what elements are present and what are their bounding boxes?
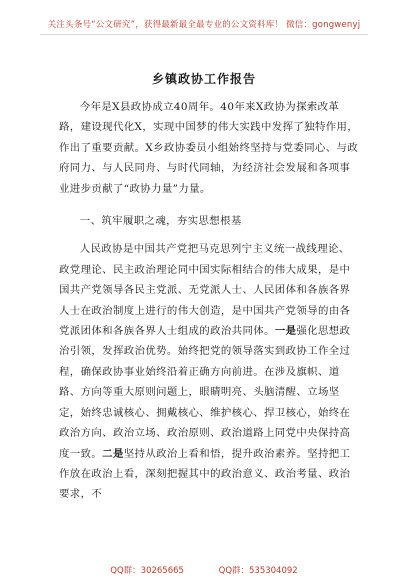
point-two-lead: 二是 — [102, 447, 124, 460]
point-one-lead: 一是 — [274, 325, 297, 338]
footer-qq-group-1: QQ群：30265665 — [110, 566, 184, 576]
document-title: 乡镇政协工作报告 — [151, 72, 256, 86]
point-one-text: 强化思想政治引领，发挥政治优势。始终把党的领导落实到政协工作全过程，确保政协事业始终沿着正确方向前进。在涉及旗帜、道路、方向等重大原则问题上，眼睛明亮、头脑清醒、立场坚定，始终忠诚核心、拥戴核心、维护核心、捍卫核心，始终在政治方向、政治立场、政治原则、政治道路上同党中央保持高度一致。 — [59, 325, 351, 460]
header-divider — [40, 34, 368, 35]
section-heading: 一、筑牢履职之魂，夯实思想根基 — [79, 215, 242, 228]
body-paragraph — [59, 239, 359, 504]
footer-qq-group-2: QQ群：535304092 — [218, 566, 298, 576]
footer-contacts — [0, 564, 408, 576]
document-body — [59, 97, 359, 505]
point-two-text: 坚持从政治上看和悟，提升政治素养。坚持把工作放在政治上看，深刻把握其中的政治意义、政治考量、政治要求，不 — [59, 447, 351, 501]
paragraph-text: 人民政协是中国共产党把马克思列宁主义统一战线理论、政党理论、民主政治理论同中国实际相结合的伟大成果，是中国共产党领导各民主党派、无党派人士、人民团体和各族各界人士在政治制度上进行的伟大创造，是中国共产党领导的由各党派团体和各族各界人士组成的政治共同体。 — [59, 243, 351, 338]
intro-paragraph: 今年是X县政协成立40周年。40年来X政协为探索改革路，建设现代化X，实现中国梦的伟大实践中发挥了独特作用，作出了重要贡献。X乡政协委员小组始终坚持与党委同心、与政府同力、与人民同舟、与时代同轴，为经济社会发展和各项事业进步贡献了“政协力量”力量。 — [59, 101, 359, 195]
header-banner: 关注头条号“公文研究”，获得最新最全最专业的公文资料库！ 微信：gongwenyj — [47, 20, 361, 30]
